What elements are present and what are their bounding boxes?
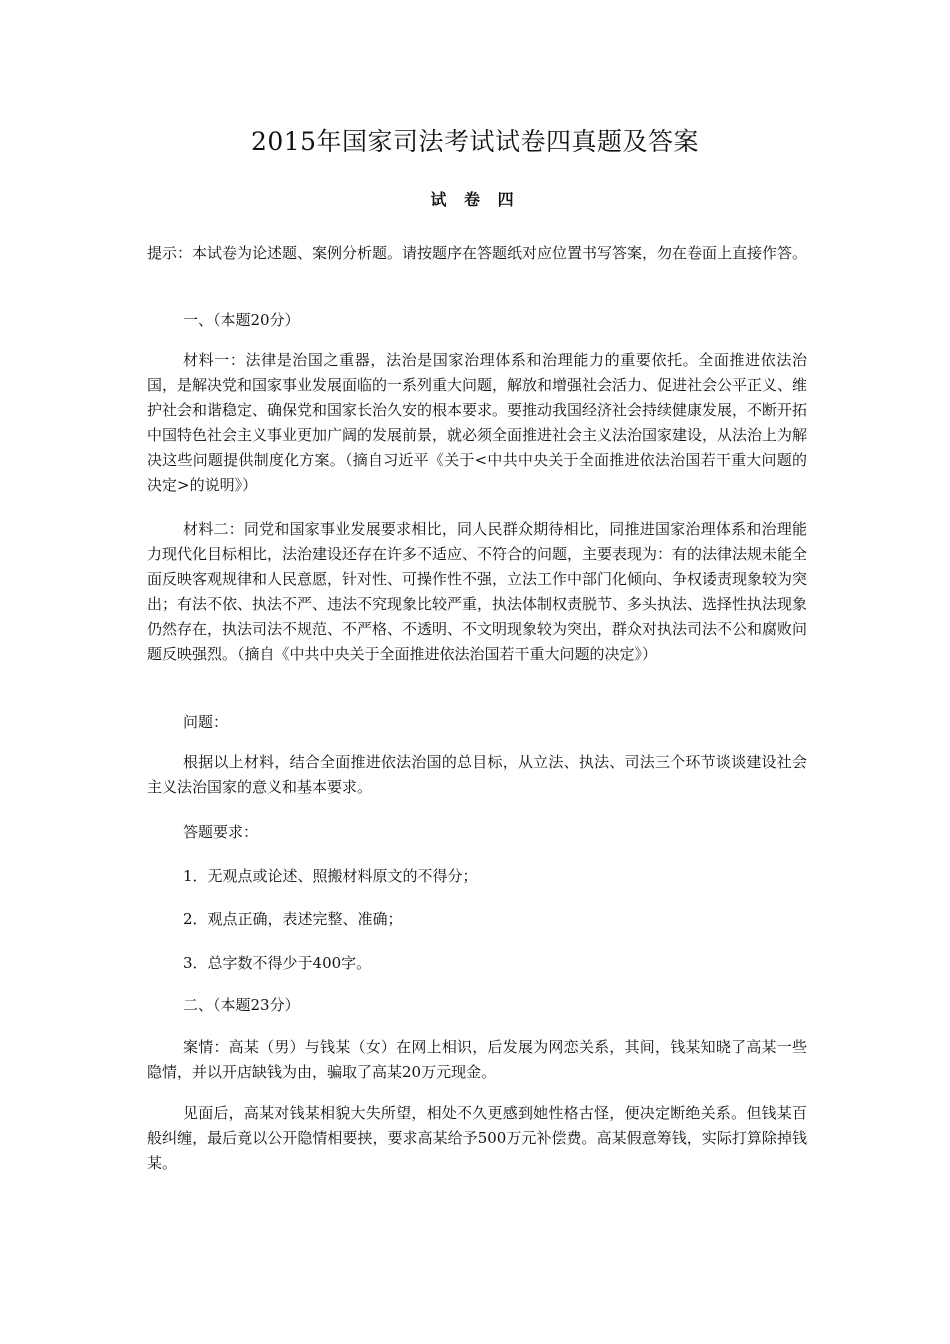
requirement-1: 1．无观点或论述、照搬材料原文的不得分；	[183, 867, 478, 885]
material-1: 材料一：法律是治国之重器，法治是国家治理体系和治理能力的重要依托。全面推进依法治国，是解决党和国家事业发展面临的一系列重大问题，解放和增强社会活力、促进社会公平正义、维护社会和谐稳定、确保党和国家长治久安的根本要求。要推动我国经济社会持续健康发展，不断开拓中国特色社会主义事业更加广阔的发展前景，就必须全面推进社会主义法治国家建设，从法治上为解决这些问题提供制度化方案。（摘自习近平《关于<中共中央关于全面推进依法治国若干重大问题的决定>的说明》）	[147, 351, 808, 494]
question-2-heading: 二、（本题23分）	[183, 996, 300, 1014]
case-paragraph-1: 案情：高某（男）与钱某（女）在网上相识，后发展为网恋关系，其间，钱某知晓了高某一些隐情，并以开店缺钱为由，骗取了高某20万元现金。	[147, 1038, 807, 1081]
document-title: 2015年国家司法考试试卷四真题及答案	[250, 127, 700, 156]
exam-hint: 提示：本试卷为论述题、案例分析题。请按题序在答题纸对应位置书写答案，勿在卷面上直接作答。	[147, 244, 808, 262]
requirements-label: 答题要求：	[183, 823, 259, 841]
requirement-2: 2．观点正确，表述完整、准确；	[183, 910, 403, 928]
case-paragraph-2: 见面后，高某对钱某相貌大失所望，相处不久更感到她性格古怪，便决定断绝关系。但钱某百般纠缠，最后竟以公开隐情相要挟，要求高某给予500万元补偿费。高某假意筹钱，实际打算除掉钱某。	[147, 1104, 807, 1172]
question-label: 问题：	[183, 713, 229, 731]
material-2: 材料二：同党和国家事业发展要求相比，同人民群众期待相比，同推进国家治理体系和治理能力现代化目标相比，法治建设还存在许多不适应、不符合的问题，主要表现为：有的法律法规未能全面反映客观规律和人民意愿，针对性、可操作性不强，立法工作中部门化倾向、争权诿责现象较为突出；有法不依、执法不严、违法不究现象比较严重，执法体制权责脱节、多头执法、选择性执法现象仍然存在，执法司法不规范、不严格、不透明、不文明现象较为突出，群众对执法司法不公和腐败问题反映强烈。（摘自《中共中央关于全面推进依法治国若干重大问题的决定》）	[147, 520, 808, 663]
question-1-heading: 一、（本题20分）	[183, 311, 300, 329]
paper-subtitle: 试 卷 四	[430, 190, 520, 209]
requirement-3: 3．总字数不得少于400字。	[183, 954, 372, 972]
question-text: 根据以上材料，结合全面推进依法治国的总目标，从立法、执法、司法三个环节谈谈建设社会主义法治国家的意义和基本要求。	[147, 753, 807, 796]
